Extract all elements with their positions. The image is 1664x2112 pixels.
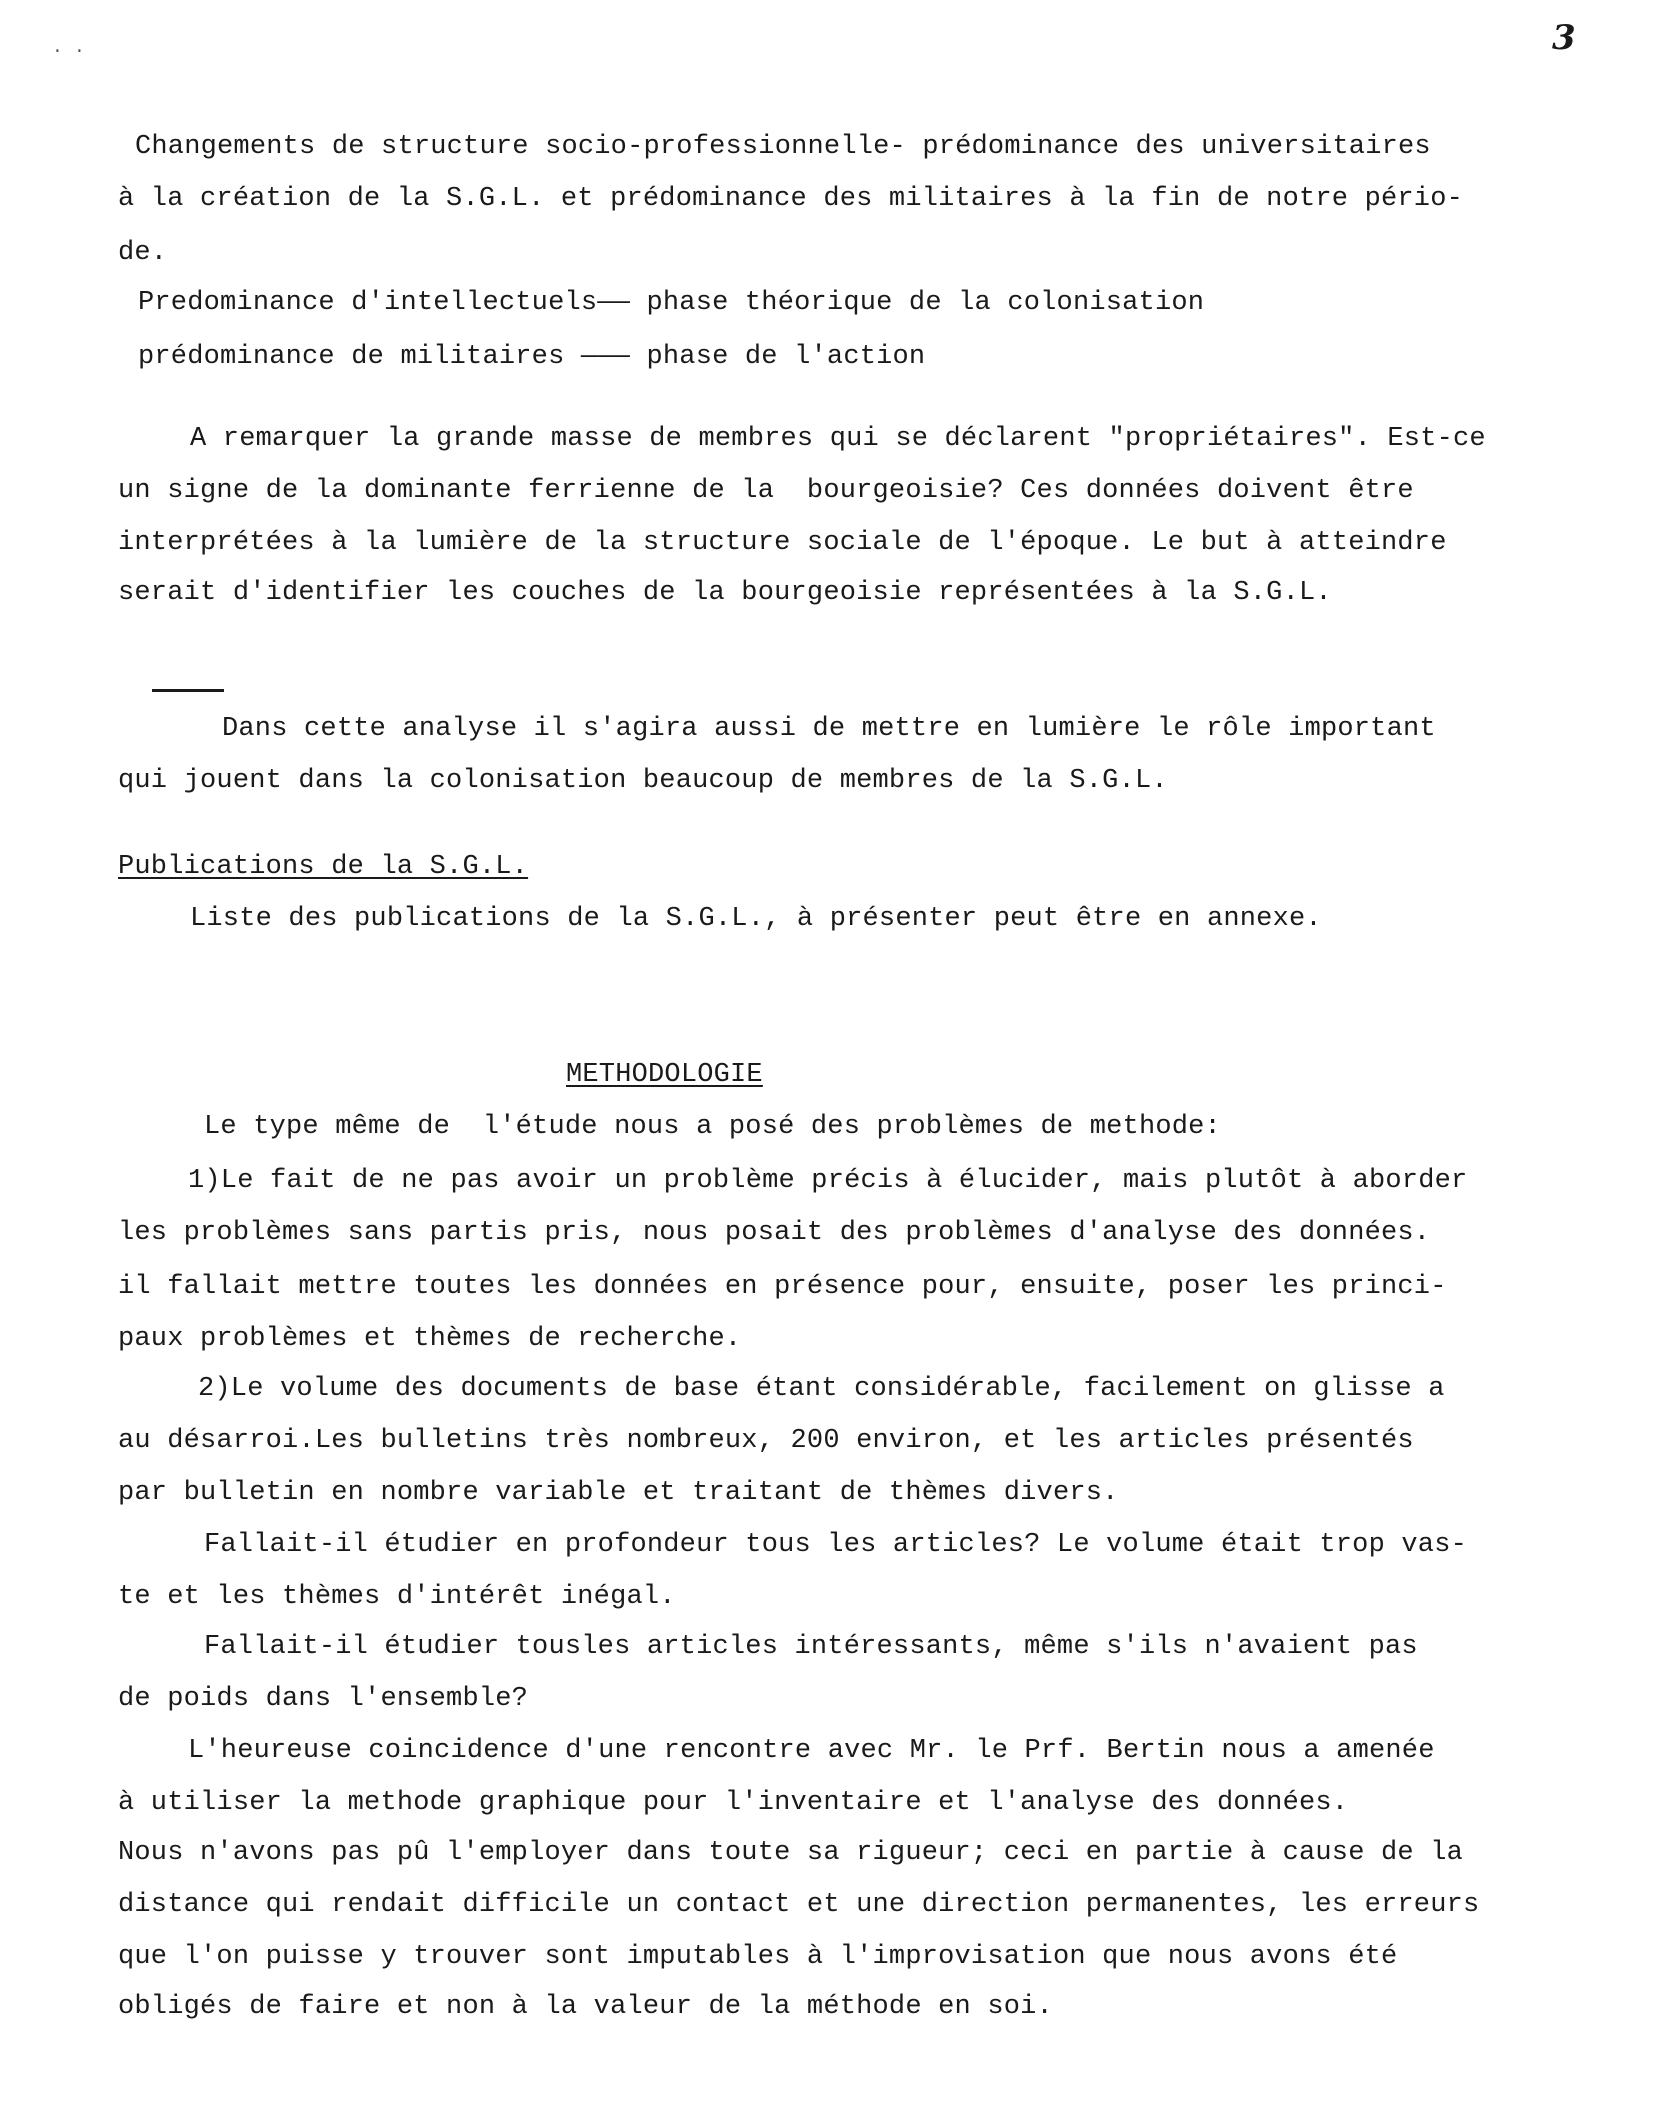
paragraph-line: A remarquer la grande masse de membres qui se déclarent "propriétaires". Est-ce [190,424,1486,454]
paragraph-line: un signe de la dominante ferrienne de la bourgeoisie? Ces données doivent être [118,476,1414,506]
paragraph-line: par bulletin en nombre variable et traitant de thèmes divers. [118,1478,1119,1508]
paragraph-line: de poids dans l'ensemble? [118,1684,529,1714]
paragraph-line: Le type même de l'étude nous a posé des problèmes de methode: [204,1112,1221,1142]
paragraph-line: au désarroi.Les bulletins très nombreux, 200 environ, et les articles présentés [118,1426,1414,1456]
paragraph-line: paux problèmes et thèmes de recherche. [118,1324,742,1354]
paragraph-line: que l'on puisse y trouver sont imputables à l'improvisation que nous avons été [118,1942,1398,1972]
paragraph-line: obligés de faire et non à la valeur de la méthode en soi. [118,1992,1053,2022]
publications-text: Liste des publications de la S.G.L., à présenter peut être en annexe. [190,904,1322,934]
paragraph-line: prédominance de militaires ——— phase de l'action [138,342,926,372]
paragraph-line: interprétées à la lumière de la structure sociale de l'époque. Le but à atteindre [118,528,1447,558]
scan-specks: · · [52,42,86,62]
paragraph-line: à la création de la S.G.L. et prédominance des militaires à la fin de notre pério- [118,184,1464,214]
paragraph-line: les problèmes sans partis pris, nous posait des problèmes d'analyse des données. [118,1218,1431,1248]
paragraph-line: 2)Le volume des documents de base étant considérable, facilement on glisse a [198,1374,1445,1404]
paragraph-line: qui jouent dans la colonisation beaucoup de membres de la S.G.L. [118,766,1168,796]
paragraph-line: 1)Le fait de ne pas avoir un problème précis à élucider, mais plutôt à aborder [188,1166,1468,1196]
methodologie-heading: METHODOLOGIE [566,1060,763,1090]
publications-heading: Publications de la S.G.L. [118,852,529,882]
separator-rule [152,689,224,692]
paragraph-line: Dans cette analyse il s'agira aussi de mettre en lumière le rôle important [222,714,1436,744]
paragraph-line: te et les thèmes d'intérêt inégal. [118,1582,676,1612]
paragraph-line: de. [118,238,168,268]
paragraph-line: Fallait-il étudier en profondeur tous les articles? Le volume était trop vas- [204,1530,1468,1560]
paragraph-line: serait d'identifier les couches de la bourgeoisie représentées à la S.G.L. [118,578,1332,608]
paragraph-line: Fallait-il étudier tousles articles intéressants, même s'ils n'avaient pas [204,1632,1418,1662]
page-number: 3 [1552,18,1576,58]
paragraph-line: il fallait mettre toutes les données en présence pour, ensuite, poser les princi- [118,1272,1447,1302]
paragraph-line: distance qui rendait difficile un contact et une direction permanentes, les erreurs [118,1890,1480,1920]
paragraph-line: Predominance d'intellectuels—— phase théorique de la colonisation [138,288,1205,318]
paragraph-line: L'heureuse coincidence d'une rencontre avec Mr. le Prf. Bertin nous a amenée [188,1736,1435,1766]
paragraph-line: à utiliser la methode graphique pour l'inventaire et l'analyse des données. [118,1788,1349,1818]
paragraph-line: Nous n'avons pas pû l'employer dans toute sa rigueur; ceci en partie à cause de la [118,1838,1464,1868]
paragraph-line: Changements de structure socio-professionnelle- prédominance des universitaires [135,132,1431,162]
